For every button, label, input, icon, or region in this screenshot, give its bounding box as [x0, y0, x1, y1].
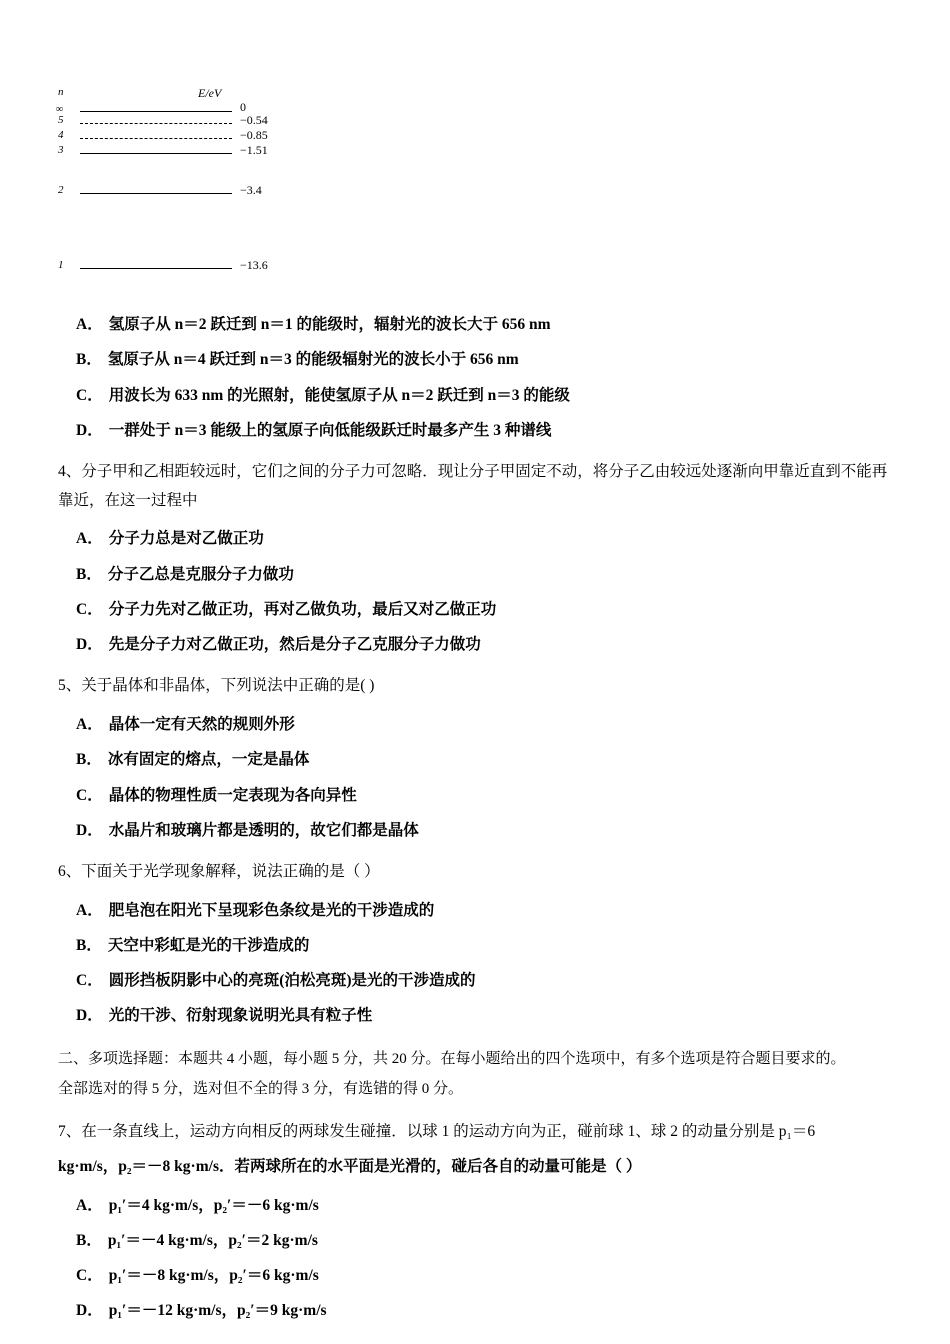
q3-option-d-text: 一群处于 n＝3 能级上的氢原子向低能级跃迁时最多产生 3 种谱线	[108, 421, 552, 439]
q7-option-d	[76, 1299, 902, 1322]
level-label-infinity: ∞	[56, 104, 64, 115]
figure-axis-label-n: n	[58, 86, 64, 98]
q5-option-b-letter: B．	[76, 751, 102, 769]
level-line-4	[80, 138, 232, 139]
level-line-2	[80, 193, 232, 194]
q3-option-b-text: 氢原子从 n＝4 跃迁到 n＝3 的能级辐射光的波长小于 656 nm	[107, 351, 519, 369]
q3-option-d	[76, 419, 902, 442]
level-label-3: 3	[58, 144, 64, 156]
q7-stem-line2: kg·m/s，p₂＝－8 kg·m/s．若两球所在的水平面是光滑的，碰后各自的动量可能是（ ）	[58, 1157, 642, 1175]
q6-option-a-text: 肥皂泡在阳光下呈现彩色条纹是光的干涉造成的	[108, 901, 435, 919]
q3-option-c-letter: C．	[76, 386, 103, 404]
q6-option-d-letter: D．	[76, 1007, 103, 1025]
q5-option-d-letter: D．	[76, 821, 103, 839]
q4-option-b-text: 分子乙总是克服分子力做功	[107, 565, 294, 583]
q4-option-a	[76, 527, 902, 550]
q3-option-a-letter: A．	[76, 316, 103, 333]
q5-option-d-text: 水晶片和玻璃片都是透明的，故它们都是晶体	[108, 821, 419, 839]
q3-option-a	[76, 313, 902, 336]
q5-option-a-text: 晶体一定有天然的规则外形	[108, 716, 295, 734]
q4-option-c-text: 分子力先对乙做正功，再对乙做负功，最后又对乙做正功	[108, 600, 497, 618]
q6-option-d-text: 光的干涉、衍射现象说明光具有粒子性	[108, 1007, 373, 1025]
q5-stem: 5、关于晶体和非晶体，下列说法中正确的是( )	[58, 677, 375, 695]
q7-option-b	[76, 1229, 902, 1252]
q6-option-a	[76, 899, 902, 922]
level-value-4: −0.85	[240, 128, 268, 142]
q6-option-b-text: 天空中彩虹是光的干涉造成的	[107, 936, 310, 954]
q7-option-b-text: p₁′＝－4 kg·m/s，p₂′＝2 kg·m/s	[107, 1231, 318, 1249]
q7-option-c-letter: C．	[76, 1267, 103, 1285]
q5-option-b-text: 冰有固定的熔点，一定是晶体	[107, 751, 310, 769]
q7-option-a-text: p₁′＝4 kg·m/s，p₂′＝－6 kg·m/s	[108, 1196, 319, 1214]
q5-option-c-text: 晶体的物理性质一定表现为各向异性	[108, 786, 357, 804]
q4-option-d-text: 先是分子力对乙做正功，然后是分子乙克服分子力做功	[108, 636, 481, 654]
q4-option-a-letter: A．	[76, 530, 103, 548]
q6-option-b	[76, 934, 902, 957]
level-label-5: 5	[58, 114, 64, 126]
q6-option-c-text: 圆形挡板阴影中心的亮斑(泊松亮斑)是光的干涉造成的	[108, 972, 476, 990]
q4-option-a-text: 分子力总是对乙做正功	[108, 530, 264, 548]
level-value-3: −1.51	[240, 143, 268, 157]
q7-option-c	[76, 1264, 902, 1287]
q3-option-a-text: 氢原子从 n＝2 跃迁到 n＝1 的能级时，辐射光的波长大于 656 nm	[108, 316, 551, 333]
q6-option-b-letter: B．	[76, 936, 102, 954]
q5-option-d	[76, 819, 902, 842]
q4-option-d	[76, 633, 902, 656]
energy-level-diagram	[58, 86, 378, 301]
q3-option-c-text: 用波长为 633 nm 的光照射，能使氢原子从 n＝2 跃迁到 n＝3 的能级	[108, 386, 570, 404]
q5-option-b	[76, 748, 902, 771]
q6-option-c	[76, 969, 902, 992]
level-line-infinity	[80, 111, 232, 112]
level-line-5	[80, 123, 232, 124]
q5-option-a	[76, 713, 902, 736]
q4-option-b-letter: B．	[76, 565, 102, 583]
level-value-2: −3.4	[240, 183, 262, 197]
q4-option-c-letter: C．	[76, 600, 103, 618]
q3-option-b-letter: B．	[76, 351, 102, 369]
q4-option-c	[76, 598, 902, 621]
section2-line2: 全部选对的得 5 分，选对但不全的得 3 分，有选错的得 0 分。	[58, 1080, 464, 1097]
q5-option-c	[76, 784, 902, 807]
level-label-2: 2	[58, 184, 64, 196]
figure-axis-label-energy: E/eV	[198, 86, 222, 100]
q7-option-c-text: p₁′＝－8 kg·m/s，p₂′＝6 kg·m/s	[108, 1267, 319, 1285]
q6-stem: 6、下面关于光学现象解释，说法正确的是（ ）	[58, 863, 380, 881]
q6-option-a-letter: A．	[76, 901, 103, 919]
q6-option-c-letter: C．	[76, 972, 103, 990]
level-label-1: 1	[58, 259, 64, 271]
q3-option-d-letter: D．	[76, 421, 103, 439]
q7-option-b-letter: B．	[76, 1231, 102, 1249]
q4-option-d-letter: D．	[76, 636, 103, 654]
q7-option-a-letter: A．	[76, 1196, 103, 1214]
q7-option-a	[76, 1194, 902, 1217]
q5-option-c-letter: C．	[76, 786, 103, 804]
q7-stem-line1: 7、在一条直线上，运动方向相反的两球发生碰撞．以球 1 的运动方向为正，碰前球 1、球 2 的动量分别是 p₁＝6	[58, 1123, 816, 1141]
level-label-4: 4	[58, 129, 64, 141]
level-line-3	[80, 153, 232, 154]
level-value-5: −0.54	[240, 113, 268, 127]
q7-option-d-letter: D．	[76, 1302, 103, 1320]
q3-option-b	[76, 348, 902, 371]
level-value-1: −13.6	[240, 258, 268, 272]
level-line-1	[80, 268, 232, 269]
q5-option-a-letter: A．	[76, 716, 103, 734]
section2-line1: 二、多项选择题：本题共 4 小题，每小题 5 分，共 20 分。在每小题给出的四个选项中，有多个选项是符合题目要求的。	[58, 1050, 846, 1067]
q6-option-d	[76, 1004, 902, 1027]
q4-stem: 4、分子甲和乙相距较远时，它们之间的分子力可忽略．现让分子甲固定不动，将分子乙由较远处逐渐向甲靠近直到不能再靠近，在这一过程中	[58, 463, 888, 509]
q7-option-d-text: p₁′＝－12 kg·m/s，p₂′＝9 kg·m/s	[108, 1302, 327, 1320]
q3-option-c	[76, 384, 902, 407]
q4-option-b	[76, 563, 902, 586]
level-value-infinity: 0	[240, 100, 246, 114]
